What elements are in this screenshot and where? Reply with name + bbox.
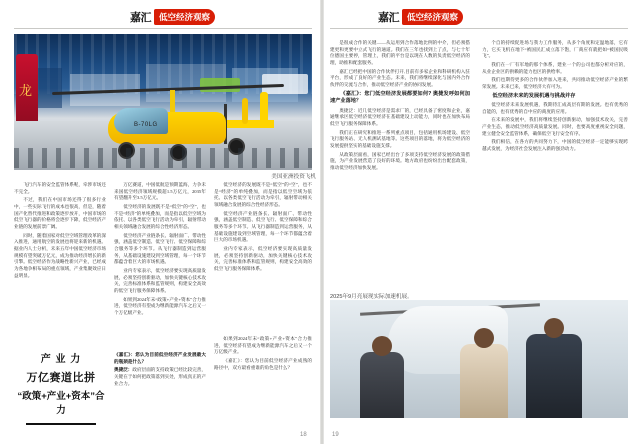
paragraph: 从政策层面看，国家已经出台了多项支持低空经济发展的政策措施，为产业发展营造了良好的环境。地方政府也纷纷出台配套政策，推动低空经济加快发展。: [330, 151, 470, 170]
left-column-qa: [114, 352, 206, 434]
visitor-head: [544, 318, 564, 338]
paragraph: 嘉汇已经把中国的合作伙伴打开,目前有多家企业和科研机构入驻平台，形成了良好的产业生态。未来，我们将继续深化与国内外合作伙伴的交流与合作，推动低空经济产业的协同发展。: [330, 68, 470, 87]
paragraph: 是很成合作的关键——从运用到合作落地比例的中介，但必须搭建更和更要中立式飞行的通道。我们在三年也找到上了点，与七十年位德国主要停，管理上，我们的平台是以现在人数的负责低空经济的理，助推和配套服务。: [330, 40, 470, 65]
paragraph: 同时，随着国家对低空空域管理改革的深入推进，通用航空的发展也将迎来新的机遇。据业内人士分析，未来五年中国低空经济市场规模有望突破万亿元，成为推动经济增长的新引擎。低空经济作为战略性新兴产业，已经成为各地争相布局的重点领域，产业集聚效应日益明显。: [14, 232, 106, 278]
paragraph: 万亿赛道，中国低航是预期蓝海，力争未来国低空经济领域规模超1.5万亿元，2035年有望翻升至3.5万亿元。: [114, 182, 206, 201]
paragraph: 我们相信，在各方的共同努力下，中国的低空经济一定能够实现跨越式发展，为经济社会发展注入新的强劲动力。: [482, 139, 628, 152]
headline-sub: “政策+产业+资本”合力: [17, 391, 105, 416]
visitors-crowd: [14, 148, 312, 168]
rotor-blade: [52, 84, 284, 95]
visitor-3: [526, 334, 582, 418]
right-photo-caption: 2025年9月亮展现实际加速机展。: [330, 294, 413, 300]
right-photo-expo: [330, 300, 628, 418]
article-headline-block: [14, 350, 108, 432]
paragraph: 个自的持续促进场与我力工作服务，从多个角度和定温地落，它有力，它买飞机在地下“被国民汇成立落下饱，厂商应有就把如“被国民吸飞”。: [482, 40, 628, 59]
cockpit-canopy: [114, 108, 168, 134]
page-number-right: 19: [332, 432, 339, 438]
left-column-3-top: [214, 182, 312, 332]
brand-name-right: 嘉汇: [378, 12, 399, 24]
paragraph: 如果到2024年末“政策+产业+资本”合力推进，低空经济有望成为继新能源汽车之后又一个万亿级产业。: [114, 296, 206, 315]
paragraph: 低空经济的发展既不是“低空”的“空”，也不是“经济”的单纯叠加，而是指以低空空域为依托、以各类低空飞行活动为牵引，辐射带动相关领域融合发展的综合性经济形态。: [214, 182, 312, 207]
brand-name: 嘉汇: [130, 12, 151, 24]
paragraph: 业内专家表示，低空经济要实现高质量发展，必须坚持创新驱动，加快关键核心技术攻关，完善标准体系和监管规则，构建安全高效的低空飞行服务保障体系。: [114, 267, 206, 293]
masthead-left: [130, 6, 215, 28]
masthead-right: [378, 6, 463, 28]
paragraph: 不过，我们在中国市场还得了很多行业中，一些实际飞行的成本也很高，但是，随着国产化替代推进和政策逐步放开，中国市场的低空飞行器的价格将会逐步下降，低空经济产业链的发展前景广阔。: [14, 197, 106, 229]
right-column-1: [330, 40, 470, 285]
aircraft-registration: B-70LG: [134, 122, 158, 128]
paragraph: 飞行汽车的安全监管体系呢，牵涉市场还不完全。: [14, 182, 106, 194]
paragraph: 《嘉汇》：您认为目前低空经济产业成熟的路径中，双方最看重谁的角色是什么？: [214, 357, 312, 370]
right-column-2: [482, 40, 628, 285]
paragraph: 业内专家表示，低空经济要实现高质量发展，必须坚持创新驱动，加快关键核心技术攻关，完善标准体系和监管规则，构建安全高效的低空飞行服务保障体系。: [214, 245, 312, 271]
visitor-head: [372, 336, 392, 356]
interview-question: 《嘉汇》：您认为目前低空经济产业发展最大的瓶颈是什么？: [114, 352, 206, 364]
lead-photo-gyrocopter: [14, 34, 312, 170]
paragraph: 我们正在研究和推进一系列重点项目，包括通用机场建设、低空飞行服务站、无人机测试基地等。这些项目的落地，将为低空经济的发展提供坚实的基础设施支撑。: [330, 129, 470, 148]
right-subhead-1: 《嘉汇》：您门低空经济发展都要如何? 奥捷发呼如何加速产业落地？: [330, 90, 470, 105]
lead-photo-caption: 美国亚洲投资飞机: [271, 174, 316, 180]
paragraph: 低空经济产业链条长、辐射面广、带动性强，涵盖低空制造、低空飞行、低空保障和综合服务等多个环节。从飞行器制造到运营服务，从基础设施建设到空域管理，每一个环节都蕴含着巨大的市场机遇。: [214, 210, 312, 243]
red-banner: [16, 54, 38, 130]
paragraph: 如果到2024年末“政策+产业+资本”合力推进，低空经济有望成为继新能源汽车之后又一个万亿级产业。: [214, 336, 312, 355]
paragraph: 奥捷泛：近几低空经济是需求厂的，已经具备了密度和企业，嘉通继承区低空经济低空经济在基础建设上动能力，同时也在加快布局低空飞行服务保障体系。: [330, 107, 470, 126]
section-tag-left: 低空经济观察: [154, 9, 215, 25]
paragraph: 我们在一厂有军地的那个体系，建业一个的公司也都分析对应的，从业企业区的供赖的能力也区的供给率。: [482, 61, 628, 74]
masthead-rule-right: [330, 28, 628, 29]
brand-logo: [130, 9, 151, 25]
visitor-1: [360, 352, 404, 418]
page-number-left: 18: [300, 432, 307, 438]
masthead-rule-left: [14, 28, 312, 29]
paragraph: 低空经济未来发展机遇，我期待汇成高层有期的发展。也有优秀的自能的，也有优秀的自中应的商度的应用。: [482, 102, 628, 114]
section-tag-right: 低空经济观察: [402, 9, 463, 25]
headline-kicker: 产 业 力: [40, 354, 82, 365]
paragraph: 我们也期待更多的合作伙伴加入进来，共同推动低空经济产业的繁荣发展。未来已来，低空经济大有可为。: [482, 77, 628, 89]
interview-answer: 奥捷泛：政府层面的支持政策已经比较完善，关键在于如何把政策落到实处，形成真正的产业合力。: [114, 367, 206, 386]
tail-fin-secondary: [242, 98, 248, 124]
visitor-head: [474, 328, 494, 348]
right-subhead-2: 低空经济未来的发展机遇与挑战并存: [492, 92, 576, 99]
paragraph: 低空经济的发展既不是“低空”的“空”，也不是“经济”的单纯叠加，而是指以低空空域为依托、以各类低空飞行活动为牵引，辐射带动相关领域融合发展的综合性经济形态。: [114, 203, 206, 229]
tail-fin: [260, 92, 268, 126]
left-column-3-bottom: [214, 336, 312, 434]
headline-main: 万亿赛道比拼: [26, 372, 96, 384]
visitor-2: [460, 344, 508, 418]
paragraph: 低空经济产业链条长、辐射面广、带动性强，涵盖低空制造、低空飞行、低空保障和综合服务等多个环节。从飞行器制造到运营服务，从基础设施建设到空域管理，每一个环节都蕴含着巨大的市场机遇。: [114, 232, 206, 265]
headline-rule: [26, 423, 96, 425]
paragraph: 在未来的发展中，我们将继续坚持创新驱动，加强技术攻关，完善产业生态，推动低空经济高质量发展。同时，也要高度重视安全问题，建立健全安全监管体系，确保低空飞行安全有序。: [482, 117, 628, 136]
book-spine: [320, 0, 324, 444]
brand-logo-right: [378, 9, 399, 25]
